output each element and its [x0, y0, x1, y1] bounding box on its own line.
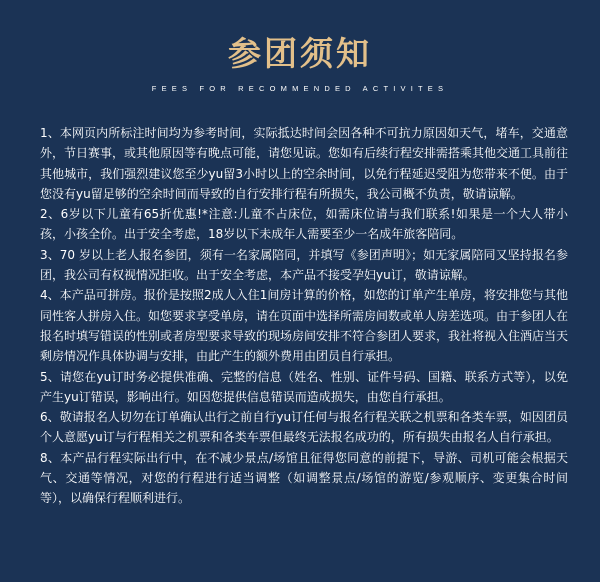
notice-paragraph-3: 3、70 岁以上老人报名参团，须有一名家属陪同，并填写《参团声明》；如无家属陪同又坚持报名参团，我公司有权视情况拒收。出于安全考虑，本产品不接受孕妇yu订，敬请谅解。	[40, 247, 568, 283]
notice-body	[40, 123, 568, 509]
notice-paragraph-6: 6、敬请报名人切勿在订单确认出行之前自行yu订任何与报名行程关联之机票和各类车票，如因团员个人意愿yu订与行程相关之机票和各类车票但最终无法报名成功的，所有损失由报名人自行承担。	[40, 410, 568, 445]
notice-paragraph-5: 5、请您在yu订时务必提供准确、完整的信息（姓名、性别、证件号码、国籍、联系方式等），以免产生yu订错误，影响出行。如因您提供信息错误而造成损失，由您自行承担。	[40, 369, 568, 404]
notice-paragraph-4: 4、本产品可拼房。报价是按照2成人入住1间房计算的价格，如您的订单产生单房，将安排您与其他同性客人拼房入住。如您要求享受单房，请在页面中选择所需房间数或单人房差选项。由于参团人在报名时填写错误的性别或者房型要求导致的现场房间安排不符合参团人要求，我社将视入住酒店当天剩房情况作具体协调与安排，由此产生的额外费用由团员自行承担。	[40, 288, 569, 364]
notice-paragraph-8: 8、本产品行程实际出行中，在不减少景点/场馆且征得您同意的前提下，导游、司机可能会根据天气、交通等情况，对您的行程进行适当调整（如调整景点/场馆的游览/参观顺序、变更集合时间等），以确保行程顺利进行。	[40, 450, 568, 506]
page-title: 参团须知	[228, 34, 372, 73]
notice-paragraph-2: 2、6岁以下儿童有65折优惠!*注意:儿童不占床位，如需床位请与我们联系!如果是一个大人带小孩，小孩全价。出于安全考虑，18岁以下未成年人需要至少一名成年旅客陪同。	[40, 207, 568, 242]
notice-paragraph-1: 1、本网页内所标注时间均为参考时间，实际抵达时间会因各种不可抗力原因如天气，堵车，交通意外，节日赛事，或其他原因等有晚点可能，请您见谅。您如有后续行程安排需搭乘其他交通工具前往其他城市，我们强烈建议您至少yu留3小时以上的空余时间，以免行程延迟受阻为您带来不便。由于您没有yu留足够的空余时间而导致的自行安排行程有所损失，我公司概不负责，敬请谅解。	[40, 126, 569, 201]
page-subtitle: FEES FOR RECOMMENDED ACTIVITES	[151, 84, 449, 93]
